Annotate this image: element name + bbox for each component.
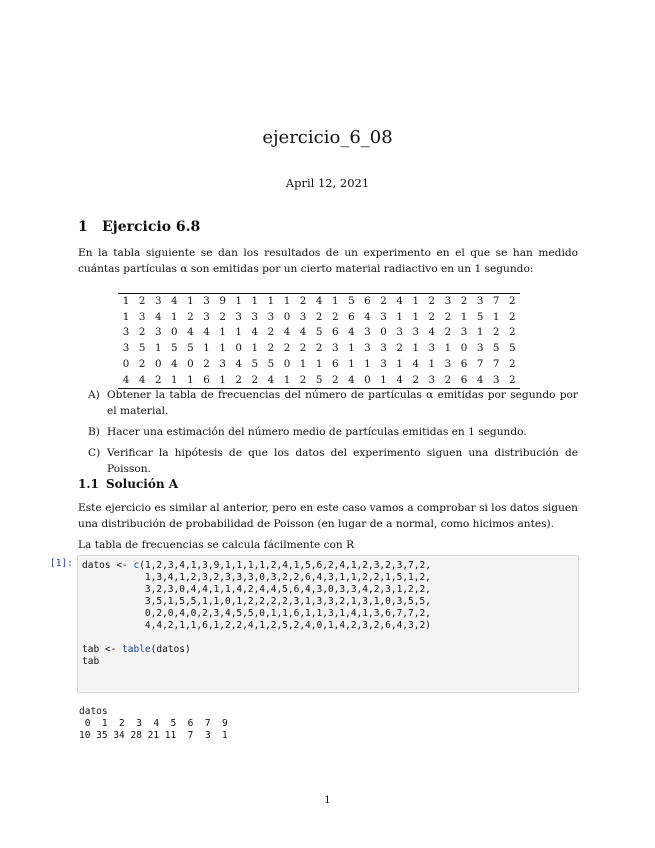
data-table-cell: 0 xyxy=(235,342,242,355)
data-table-cell: 0 xyxy=(380,326,387,339)
data-table-cell: 2 xyxy=(504,373,520,389)
data-table-cell: 3 xyxy=(380,310,387,323)
data-table-cell: 1 xyxy=(182,294,198,310)
data-table-cell: 3 xyxy=(364,326,371,339)
document-date: April 12, 2021 xyxy=(285,176,370,190)
data-table-cell: 5 xyxy=(509,342,516,355)
data-table-cell: 2 xyxy=(428,310,436,323)
task-text: Verificar la hipótesis de que los datos del experimento siguen una distribución de Poisson. xyxy=(107,447,578,475)
data-table-cell: 5 xyxy=(267,357,275,370)
data-table-cell: 0 xyxy=(122,357,130,370)
data-table-cell: 1 xyxy=(279,373,295,389)
code-text xyxy=(82,560,431,668)
data-table-cell: 7 xyxy=(476,357,484,370)
data-table-cell: 3 xyxy=(380,342,387,355)
data-table xyxy=(118,293,520,389)
data-table-cell: 6 xyxy=(456,373,472,389)
data-table-cell: 3 xyxy=(444,357,452,370)
output-line-3: 10 35 34 28 21 11 7 3 1 xyxy=(79,730,228,741)
data-table-cell: 4 xyxy=(428,326,436,339)
data-table-cell: 1 xyxy=(376,373,392,389)
data-table-cell: 4 xyxy=(171,357,178,370)
data-table-cell: 0 xyxy=(154,357,162,370)
section-title: Ejercicio 6.8 xyxy=(102,219,201,235)
task-text: Hacer una estimación del número medio de partículas emitidas en 1 segundo. xyxy=(107,426,527,438)
data-table-row xyxy=(118,310,520,326)
code-token: (datos) xyxy=(150,644,191,655)
data-table-cell: 1 xyxy=(492,310,500,323)
code-function: table xyxy=(122,644,151,655)
task-label: C) xyxy=(88,447,101,459)
data-table-cell: 2 xyxy=(134,294,150,310)
data-table-cell: 3 xyxy=(460,326,468,339)
data-table-cell: 2 xyxy=(509,310,516,323)
data-table-cell: 4 xyxy=(166,294,182,310)
data-table-cell: 1 xyxy=(166,373,182,389)
data-table-cell: 1 xyxy=(396,357,403,370)
output-line-1: datos xyxy=(79,706,108,717)
data-table-cell: 3 xyxy=(150,294,166,310)
data-table-cell: 4 xyxy=(472,373,488,389)
data-table-cell: 5 xyxy=(187,342,194,355)
data-table-cell: 1 xyxy=(219,342,226,355)
data-table-cell: 3 xyxy=(122,326,130,339)
data-table-cell: 1 xyxy=(315,357,323,370)
data-table-cell: 3 xyxy=(364,342,371,355)
data-table-cell: 1 xyxy=(348,357,355,370)
data-table-cell: 0 xyxy=(359,373,375,389)
data-table-cell: 3 xyxy=(198,294,214,310)
data-table-cell: 4 xyxy=(283,326,291,339)
data-table-cell: 2 xyxy=(138,357,146,370)
data-table-cell: 1 xyxy=(231,294,247,310)
code-token: tab <- xyxy=(82,644,123,655)
data-table-cell: 0 xyxy=(283,357,291,370)
data-table-cell: 2 xyxy=(444,310,452,323)
data-table-cell: 4 xyxy=(235,357,242,370)
data-table-cell: 3 xyxy=(428,342,436,355)
code-line-7 xyxy=(82,644,191,655)
data-table-cell: 1 xyxy=(247,294,263,310)
data-table-cell: 2 xyxy=(203,357,210,370)
data-table-cell: 5 xyxy=(171,342,178,355)
data-table-cell: 1 xyxy=(348,342,355,355)
code-function: c xyxy=(133,560,140,571)
data-table-cell: 2 xyxy=(456,294,472,310)
intro-paragraph: En la tabla siguiente se dan los resultados de un experimento en el que se han medido cuántas partículas α son emitidas por un cierto material radiactivo en un 1 segundo: xyxy=(78,247,578,275)
data-table-cell: 2 xyxy=(315,342,323,355)
data-table-cell: 2 xyxy=(327,373,343,389)
data-table-cell: 3 xyxy=(488,373,504,389)
data-table-cell: 1 xyxy=(364,357,371,370)
data-table-cell: 1 xyxy=(299,357,307,370)
data-table-row xyxy=(118,294,520,310)
data-table-cell: 1 xyxy=(444,342,452,355)
data-table-cell: 1 xyxy=(251,342,259,355)
code-line-4: 3,5,1,5,5,1,1,0,1,2,2,2,2,3,1,3,3,2,1,3,1,0,3,5,5, xyxy=(82,596,431,607)
cell-output xyxy=(79,706,228,742)
data-table-cell: 4 xyxy=(392,294,408,310)
data-table-cell: 0 xyxy=(187,357,194,370)
data-table-cell: 2 xyxy=(219,310,226,323)
task-text: Obtener la tabla de frecuencias del número de partículas α emitidas por segundo por el material. xyxy=(107,389,578,417)
data-table-cell: 2 xyxy=(440,373,456,389)
data-table-cell: 3 xyxy=(235,310,242,323)
data-table-cell: 1 xyxy=(235,326,242,339)
data-table-cell: 5 xyxy=(138,342,146,355)
data-table-cell: 4 xyxy=(118,373,134,389)
code-line-2: 1,3,4,1,2,3,2,3,3,3,0,3,2,2,6,4,3,1,1,2,2,1,5,1,2, xyxy=(82,572,431,583)
data-table-cell: 4 xyxy=(412,357,420,370)
data-table-cell: 2 xyxy=(150,373,166,389)
data-table-cell: 4 xyxy=(343,373,359,389)
data-table-cell: 5 xyxy=(251,357,259,370)
data-table-cell: 4 xyxy=(154,310,162,323)
data-table-cell: 2 xyxy=(315,310,323,323)
task-item-b xyxy=(88,424,578,440)
solution-paragraph: Este ejercicio es similar al anterior, pero en este caso vamos a comprobar si los datos siguen una distribución de probabilidad de Poisson (en lugar de a normal, como hicimos antes). xyxy=(78,502,578,530)
task-item-a xyxy=(88,387,578,419)
data-table-cell: 2 xyxy=(295,294,311,310)
data-table-cell: 2 xyxy=(295,373,311,389)
data-table-cell: 7 xyxy=(488,294,504,310)
data-table-row xyxy=(118,341,520,357)
data-table-cell: 6 xyxy=(460,357,468,370)
data-table-cell: 6 xyxy=(359,294,375,310)
data-table-cell: 2 xyxy=(331,310,339,323)
data-table-cell: 3 xyxy=(331,342,339,355)
section-number: 1 xyxy=(78,219,88,235)
data-table-cell: 3 xyxy=(472,294,488,310)
page-number: 1 xyxy=(324,794,331,806)
data-table-cell: 0 xyxy=(171,326,178,339)
data-table-cell: 5 xyxy=(492,342,500,355)
task-label: A) xyxy=(88,389,100,401)
data-table-cell: 1 xyxy=(171,310,178,323)
data-table-cell: 2 xyxy=(231,373,247,389)
data-table-cell: 6 xyxy=(348,310,355,323)
data-table-cell: 4 xyxy=(348,326,355,339)
data-table-cell: 3 xyxy=(299,310,307,323)
data-table-cell: 3 xyxy=(203,310,210,323)
data-table-cell: 3 xyxy=(412,326,420,339)
data-table-cell: 3 xyxy=(380,357,387,370)
data-table-cell: 4 xyxy=(392,373,408,389)
task-item-c xyxy=(88,445,578,477)
code-line-6: 4,4,2,1,1,6,1,2,2,4,1,2,5,2,4,0,1,4,2,3,2,6,4,3,2) xyxy=(82,620,431,631)
data-table-cell: 1 xyxy=(154,342,162,355)
data-table-cell: 2 xyxy=(376,294,392,310)
code-line-3: 3,2,3,0,4,4,1,1,4,2,4,4,5,6,4,3,0,3,3,4,2,3,1,2,2, xyxy=(82,584,431,595)
subsection-title: Solución A xyxy=(106,477,179,491)
section-heading xyxy=(78,219,200,235)
data-table-cell: 9 xyxy=(215,294,231,310)
data-table-cell: 3 xyxy=(138,310,146,323)
data-table-cell: 3 xyxy=(219,357,226,370)
data-table-cell: 7 xyxy=(492,357,500,370)
data-table-cell: 2 xyxy=(504,294,520,310)
data-table-cell: 1 xyxy=(215,373,231,389)
data-table-cell: 6 xyxy=(331,357,339,370)
data-table-cell: 2 xyxy=(138,326,146,339)
code-line-8: tab xyxy=(82,656,100,667)
data-table-cell: 1 xyxy=(203,342,210,355)
data-table-cell: 2 xyxy=(509,357,516,370)
task-label: B) xyxy=(88,426,100,438)
data-table-cell: 0 xyxy=(283,310,291,323)
data-table-cell: 2 xyxy=(492,326,500,339)
data-table-cell: 1 xyxy=(428,357,436,370)
data-table-cell: 4 xyxy=(203,326,210,339)
data-table-row xyxy=(118,357,520,373)
data-table-cell: 4 xyxy=(311,294,327,310)
data-table-cell: 6 xyxy=(198,373,214,389)
data-table-body xyxy=(118,294,520,389)
data-table-cell: 2 xyxy=(424,294,440,310)
data-table-cell: 2 xyxy=(267,326,275,339)
data-table-cell: 3 xyxy=(267,310,275,323)
data-table-cell: 3 xyxy=(424,373,440,389)
data-table-cell: 4 xyxy=(134,373,150,389)
data-table-cell: 1 xyxy=(219,326,226,339)
subsection-number: 1.1 xyxy=(78,477,99,491)
code-cell[interactable] xyxy=(77,555,579,693)
table-intro-paragraph: La tabla de frecuencias se calcula fácilmente con R xyxy=(78,539,355,551)
data-table-cell: 1 xyxy=(327,294,343,310)
code-token: (1,2,3,4,1,3,9,1,1,1,1,2,4,1,5,6,2,4,1,2,3,2,3,7,2, xyxy=(139,560,431,571)
data-table-row xyxy=(118,325,520,341)
data-table-cell: 2 xyxy=(396,342,403,355)
subsection-heading xyxy=(78,477,178,491)
data-table-cell: 4 xyxy=(364,310,371,323)
data-table-cell: 0 xyxy=(460,342,468,355)
data-table-cell: 4 xyxy=(299,326,307,339)
document-title: ejercicio_6_08 xyxy=(262,127,393,148)
data-table-cell: 3 xyxy=(440,294,456,310)
data-table-cell: 5 xyxy=(315,326,323,339)
data-table-cell: 3 xyxy=(396,326,403,339)
data-table-cell: 1 xyxy=(263,294,279,310)
data-table-cell: 2 xyxy=(299,342,307,355)
data-table-cell: 1 xyxy=(460,310,468,323)
data-table-cell: 1 xyxy=(122,310,130,323)
data-table-cell: 5 xyxy=(476,310,484,323)
code-line-5: 0,2,0,4,0,2,3,4,5,5,0,1,1,6,1,1,3,1,4,1,3,6,7,7,2, xyxy=(82,608,431,619)
data-table-cell: 2 xyxy=(247,373,263,389)
data-table-cell: 2 xyxy=(408,373,424,389)
data-table-cell: 1 xyxy=(412,310,420,323)
data-table-cell: 1 xyxy=(279,294,295,310)
data-table-cell: 3 xyxy=(154,326,162,339)
data-table-cell: 2 xyxy=(509,326,516,339)
data-table-cell: 4 xyxy=(251,326,259,339)
data-table-cell: 1 xyxy=(118,294,134,310)
data-table-cell: 1 xyxy=(412,342,420,355)
data-table-cell: 4 xyxy=(263,373,279,389)
data-table-cell: 2 xyxy=(444,326,452,339)
output-line-2: 0 1 2 3 4 5 6 7 9 xyxy=(79,718,228,729)
code-line-1 xyxy=(82,560,431,571)
data-table-cell: 1 xyxy=(408,294,424,310)
data-table-cell: 2 xyxy=(267,342,275,355)
data-table-cell: 2 xyxy=(283,342,291,355)
data-table-cell: 6 xyxy=(331,326,339,339)
data-table-cell: 5 xyxy=(343,294,359,310)
data-table-cell: 3 xyxy=(122,342,130,355)
data-table-cell: 2 xyxy=(187,310,194,323)
data-table-cell: 1 xyxy=(396,310,403,323)
data-table-cell: 3 xyxy=(476,342,484,355)
data-table-cell: 1 xyxy=(182,373,198,389)
code-token: datos <- xyxy=(82,560,134,571)
cell-prompt: [1]: xyxy=(50,558,73,569)
data-table-cell: 5 xyxy=(311,373,327,389)
data-table-cell: 4 xyxy=(187,326,194,339)
data-table-cell: 1 xyxy=(476,326,484,339)
data-table-cell: 3 xyxy=(251,310,259,323)
